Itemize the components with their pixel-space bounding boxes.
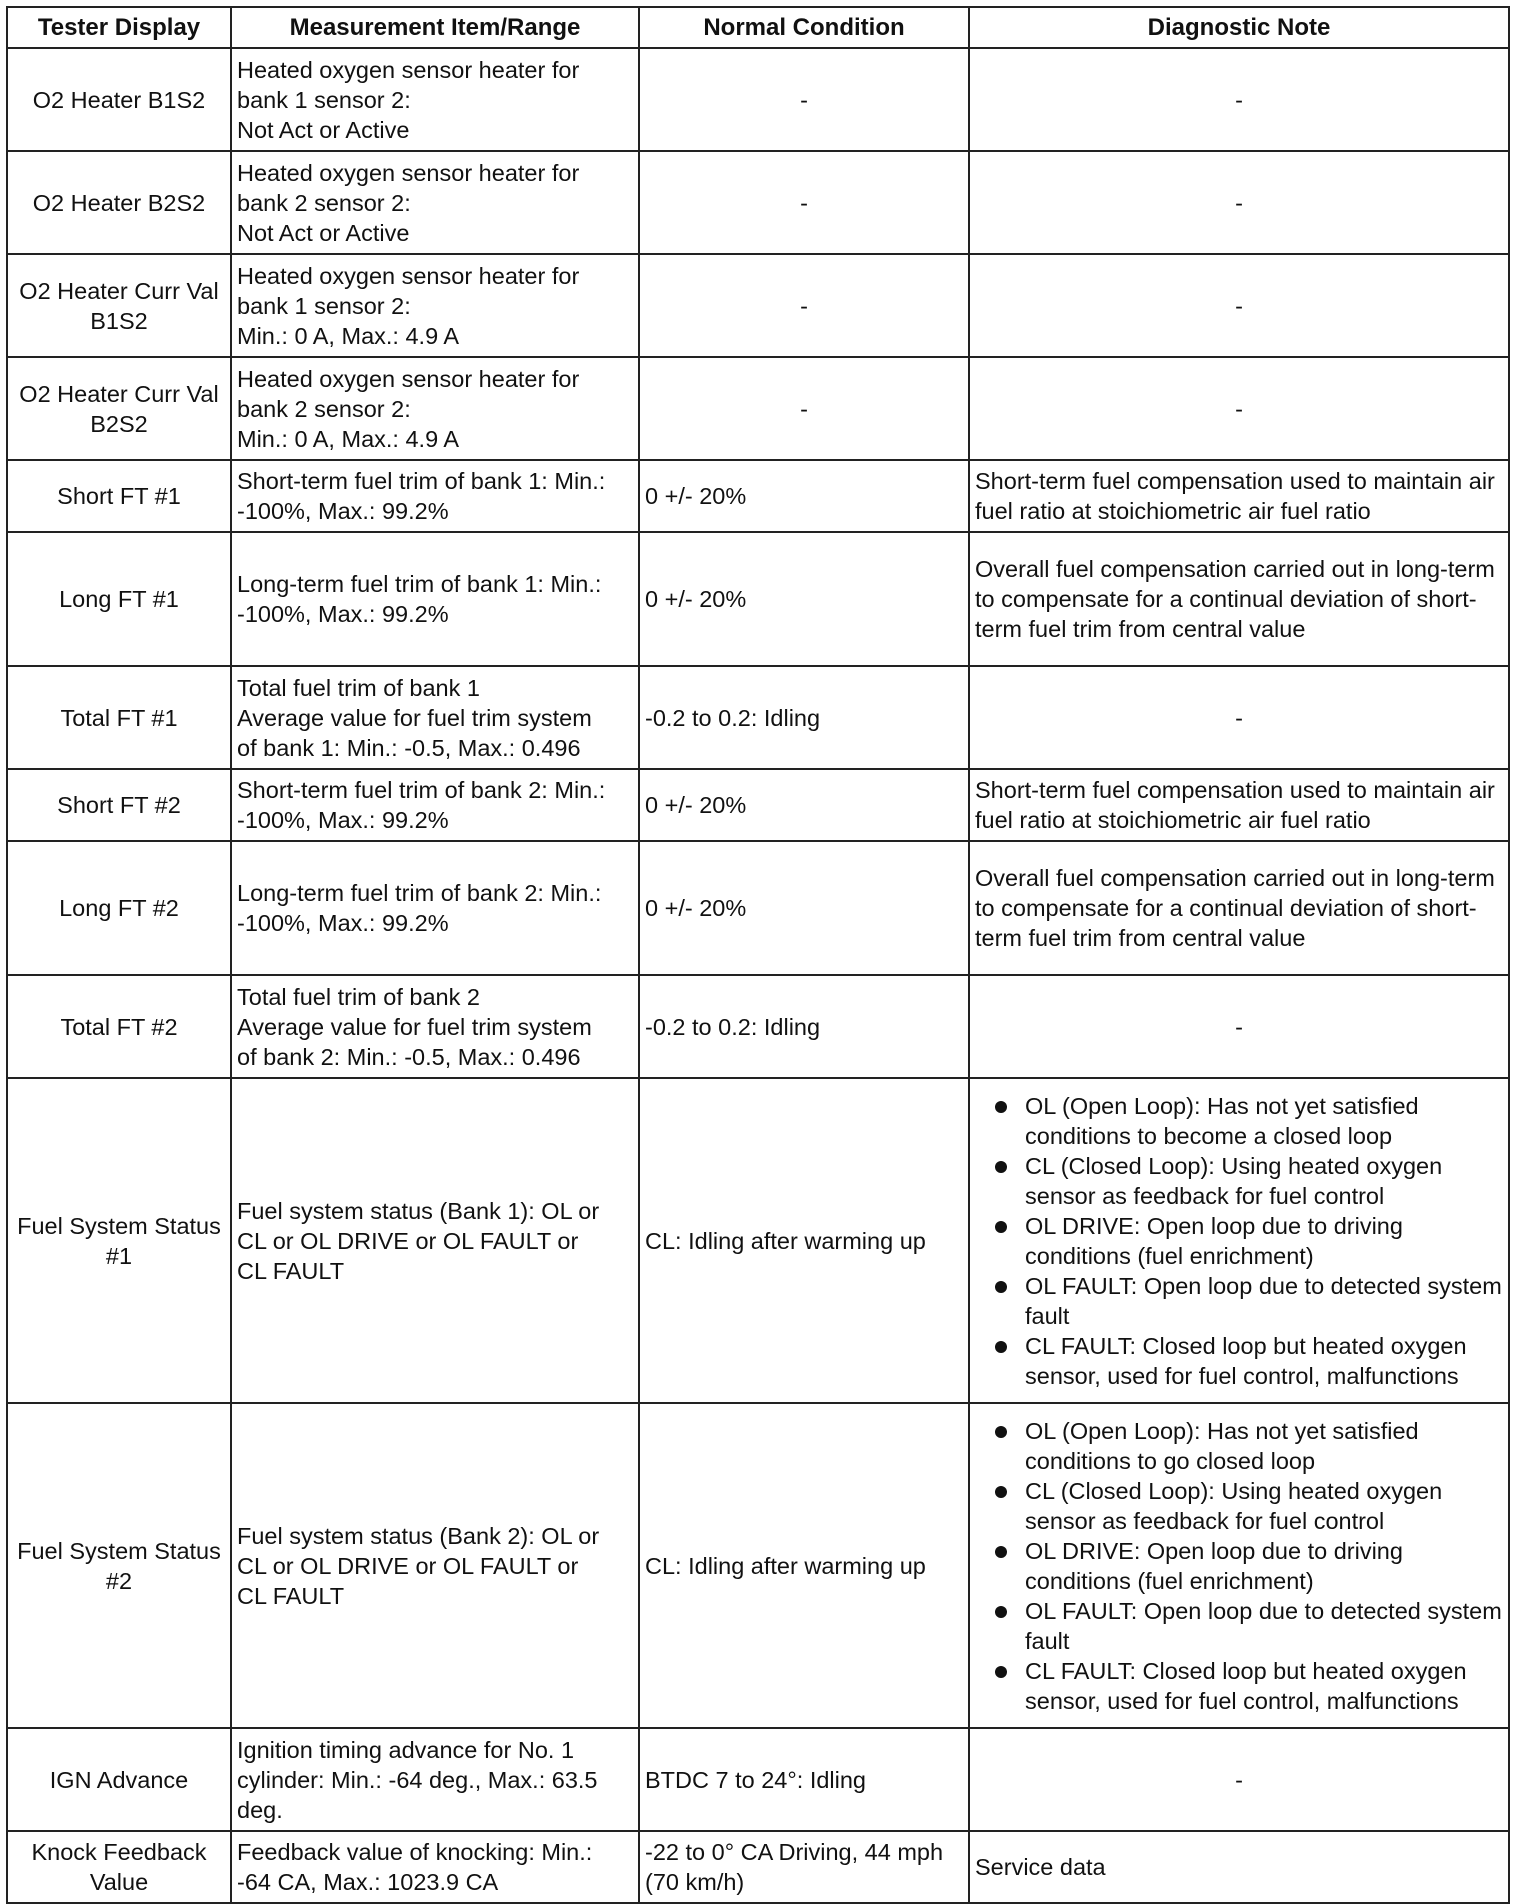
list-item xyxy=(975,1331,1503,1391)
range-line: bank 2 sensor 2: xyxy=(237,189,411,216)
diagnostic-note-cell: - xyxy=(969,254,1509,357)
normal-condition-cell: -0.2 to 0.2: Idling xyxy=(639,975,969,1078)
normal-condition-cell: - xyxy=(639,254,969,357)
range-line: Not Act or Active xyxy=(237,116,410,143)
diagnostic-note-cell: Overall fuel compensation carried out in long-term to compensate for a continual deviation of short-term fuel trim from central value xyxy=(969,532,1509,666)
diagnostic-note-cell: - xyxy=(969,151,1509,254)
diagnostic-note-cell: Overall fuel compensation carried out in long-term to compensate for a continual deviation of short-term fuel trim from central value xyxy=(969,841,1509,975)
tester-display-cell: Long FT #1 xyxy=(7,532,231,666)
diagnostic-note-cell: - xyxy=(969,357,1509,460)
measurement-range-cell xyxy=(231,254,639,357)
list-item xyxy=(975,1536,1503,1596)
tester-display-cell: O2 Heater Curr Val B1S2 xyxy=(7,254,231,357)
normal-condition-cell: CL: Idling after warming up xyxy=(639,1078,969,1403)
table-row xyxy=(7,1831,1509,1903)
tester-display-cell: Short FT #2 xyxy=(7,769,231,841)
range-line: cylinder: Min.: -64 deg., Max.: 63.5 xyxy=(237,1766,598,1793)
diagnostic-note-list xyxy=(975,1416,1503,1716)
measurement-range-cell xyxy=(231,1403,639,1728)
note-item-text: OL DRIVE: Open loop due to driving conditions (fuel enrichment) xyxy=(1025,1212,1403,1269)
diagnostic-note-cell xyxy=(969,1078,1509,1403)
bullet-icon xyxy=(995,1161,1007,1173)
list-item xyxy=(975,1416,1503,1476)
bullet-icon xyxy=(995,1426,1007,1438)
table-header xyxy=(7,7,1509,48)
table-row xyxy=(7,1403,1509,1728)
table-row xyxy=(7,48,1509,151)
normal-condition-cell: 0 +/- 20% xyxy=(639,841,969,975)
document-page xyxy=(6,6,1508,1904)
table-row xyxy=(7,254,1509,357)
range-line: Long-term fuel trim of bank 2: Min.: xyxy=(237,880,602,906)
diagnostic-note-cell: - xyxy=(969,666,1509,769)
range-line: CL FAULT xyxy=(237,1582,345,1609)
range-line: of bank 2: Min.: -0.5, Max.: 0.496 xyxy=(237,1043,581,1070)
table-row xyxy=(7,460,1509,532)
tester-display-cell: Fuel System Status #2 xyxy=(7,1403,231,1728)
range-line: Min.: 0 A, Max.: 4.9 A xyxy=(237,425,460,452)
range-line: Fuel system status (Bank 1): OL or xyxy=(237,1197,600,1224)
note-item-text: OL FAULT: Open loop due to detected system fault xyxy=(1025,1597,1502,1654)
diagnostic-note-cell: - xyxy=(969,975,1509,1078)
measurement-range-cell xyxy=(231,975,639,1078)
tester-display-cell: O2 Heater B1S2 xyxy=(7,48,231,151)
header-measurement-item: Measurement Item/Range xyxy=(231,7,639,48)
normal-condition-cell: 0 +/- 20% xyxy=(639,460,969,532)
range-line: -100%, Max.: 99.2% xyxy=(237,601,449,627)
table-row xyxy=(7,532,1509,666)
range-line: Fuel system status (Bank 2): OL or xyxy=(237,1522,600,1549)
diagnostic-note-cell: - xyxy=(969,48,1509,151)
table-row xyxy=(7,975,1509,1078)
range-line: Min.: 0 A, Max.: 4.9 A xyxy=(237,322,460,349)
bullet-icon xyxy=(995,1101,1007,1113)
diagnostic-note-cell: Short-term fuel compensation used to maintain air fuel ratio at stoichiometric air fuel ratio xyxy=(969,460,1509,532)
note-item-text: OL FAULT: Open loop due to detected system fault xyxy=(1025,1272,1502,1329)
range-line: Ignition timing advance for No. 1 xyxy=(237,1736,575,1763)
bullet-icon xyxy=(995,1666,1007,1678)
normal-condition-cell: 0 +/- 20% xyxy=(639,532,969,666)
range-line: Heated oxygen sensor heater for xyxy=(237,56,580,83)
normal-condition-cell: 0 +/- 20% xyxy=(639,769,969,841)
range-line: Feedback value of knocking: Min.: xyxy=(237,1839,593,1865)
normal-condition-cell: CL: Idling after warming up xyxy=(639,1403,969,1728)
measurement-range-cell xyxy=(231,460,639,532)
measurement-range-cell xyxy=(231,151,639,254)
range-line: CL FAULT xyxy=(237,1257,345,1284)
range-line: Short-term fuel trim of bank 1: Min.: xyxy=(237,468,606,494)
range-line: Average value for fuel trim system xyxy=(237,1013,592,1040)
range-line: -100%, Max.: 99.2% xyxy=(237,807,449,833)
range-line: bank 2 sensor 2: xyxy=(237,395,411,422)
table-body xyxy=(7,48,1509,1903)
list-item xyxy=(975,1656,1503,1716)
range-line: -100%, Max.: 99.2% xyxy=(237,498,449,524)
measurement-range-cell xyxy=(231,1831,639,1903)
list-item xyxy=(975,1151,1503,1211)
range-line: Short-term fuel trim of bank 2: Min.: xyxy=(237,777,606,803)
range-line: of bank 1: Min.: -0.5, Max.: 0.496 xyxy=(237,734,581,761)
diagnostic-note-cell: Short-term fuel compensation used to maintain air fuel ratio at stoichiometric air fuel ratio xyxy=(969,769,1509,841)
range-line: deg. xyxy=(237,1796,283,1823)
measurement-range-cell xyxy=(231,666,639,769)
range-line: Not Act or Active xyxy=(237,219,410,246)
bullet-icon xyxy=(995,1341,1007,1353)
range-line: -64 CA, Max.: 1023.9 CA xyxy=(237,1869,499,1895)
range-line: CL or OL DRIVE or OL FAULT or xyxy=(237,1227,579,1254)
tester-display-cell: Total FT #2 xyxy=(7,975,231,1078)
header-diagnostic-note: Diagnostic Note xyxy=(969,7,1509,48)
table-row xyxy=(7,841,1509,975)
range-line: Heated oxygen sensor heater for xyxy=(237,159,580,186)
measurement-range-cell xyxy=(231,1078,639,1403)
list-item xyxy=(975,1091,1503,1151)
tester-display-cell: Knock Feedback Value xyxy=(7,1831,231,1903)
data-list-table xyxy=(6,6,1510,1904)
normal-condition-cell: - xyxy=(639,48,969,151)
note-item-text: OL (Open Loop): Has not yet satisfied conditions to go closed loop xyxy=(1025,1417,1419,1474)
range-line: bank 1 sensor 2: xyxy=(237,292,411,319)
table-row xyxy=(7,769,1509,841)
list-item xyxy=(975,1596,1503,1656)
tester-display-cell: Total FT #1 xyxy=(7,666,231,769)
bullet-icon xyxy=(995,1606,1007,1618)
header-normal-condition: Normal Condition xyxy=(639,7,969,48)
note-item-text: CL (Closed Loop): Using heated oxygen sensor as feedback for fuel control xyxy=(1025,1477,1443,1534)
range-line: Heated oxygen sensor heater for xyxy=(237,365,580,392)
table-row xyxy=(7,151,1509,254)
table-row xyxy=(7,666,1509,769)
note-item-text: CL (Closed Loop): Using heated oxygen sensor as feedback for fuel control xyxy=(1025,1152,1443,1209)
tester-display-cell: Fuel System Status #1 xyxy=(7,1078,231,1403)
range-line: -100%, Max.: 99.2% xyxy=(237,910,449,936)
measurement-range-cell xyxy=(231,532,639,666)
diagnostic-note-cell xyxy=(969,1403,1509,1728)
list-item xyxy=(975,1476,1503,1536)
bullet-icon xyxy=(995,1486,1007,1498)
normal-condition-cell: BTDC 7 to 24°: Idling xyxy=(639,1728,969,1831)
measurement-range-cell xyxy=(231,1728,639,1831)
diagnostic-note-cell: Service data xyxy=(969,1831,1509,1903)
range-line: CL or OL DRIVE or OL FAULT or xyxy=(237,1552,579,1579)
diagnostic-note-cell: - xyxy=(969,1728,1509,1831)
measurement-range-cell xyxy=(231,357,639,460)
range-line: Total fuel trim of bank 1 xyxy=(237,674,480,701)
normal-condition-cell: - xyxy=(639,357,969,460)
normal-condition-cell: - xyxy=(639,151,969,254)
diagnostic-note-list xyxy=(975,1091,1503,1391)
note-item-text: OL (Open Loop): Has not yet satisfied conditions to become a closed loop xyxy=(1025,1092,1419,1149)
range-line: Heated oxygen sensor heater for xyxy=(237,262,580,289)
list-item xyxy=(975,1271,1503,1331)
header-row xyxy=(7,7,1509,48)
table-row xyxy=(7,1078,1509,1403)
list-item xyxy=(975,1211,1503,1271)
tester-display-cell: O2 Heater Curr Val B2S2 xyxy=(7,357,231,460)
range-line: Long-term fuel trim of bank 1: Min.: xyxy=(237,571,602,597)
tester-display-cell: O2 Heater B2S2 xyxy=(7,151,231,254)
bullet-icon xyxy=(995,1546,1007,1558)
note-item-text: CL FAULT: Closed loop but heated oxygen sensor, used for fuel control, malfunctions xyxy=(1025,1657,1467,1714)
measurement-range-cell xyxy=(231,48,639,151)
tester-display-cell: Long FT #2 xyxy=(7,841,231,975)
bullet-icon xyxy=(995,1281,1007,1293)
bullet-icon xyxy=(995,1221,1007,1233)
tester-display-cell: Short FT #1 xyxy=(7,460,231,532)
tester-display-cell: IGN Advance xyxy=(7,1728,231,1831)
range-line: bank 1 sensor 2: xyxy=(237,86,411,113)
measurement-range-cell xyxy=(231,769,639,841)
normal-condition-cell: -0.2 to 0.2: Idling xyxy=(639,666,969,769)
range-line: Total fuel trim of bank 2 xyxy=(237,983,480,1010)
header-tester-display: Tester Display xyxy=(7,7,231,48)
note-item-text: OL DRIVE: Open loop due to driving conditions (fuel enrichment) xyxy=(1025,1537,1403,1594)
normal-condition-cell: -22 to 0° CA Driving, 44 mph (70 km/h) xyxy=(639,1831,969,1903)
measurement-range-cell xyxy=(231,841,639,975)
range-line: Average value for fuel trim system xyxy=(237,704,592,731)
note-item-text: CL FAULT: Closed loop but heated oxygen sensor, used for fuel control, malfunctions xyxy=(1025,1332,1467,1389)
table-row xyxy=(7,1728,1509,1831)
table-row xyxy=(7,357,1509,460)
